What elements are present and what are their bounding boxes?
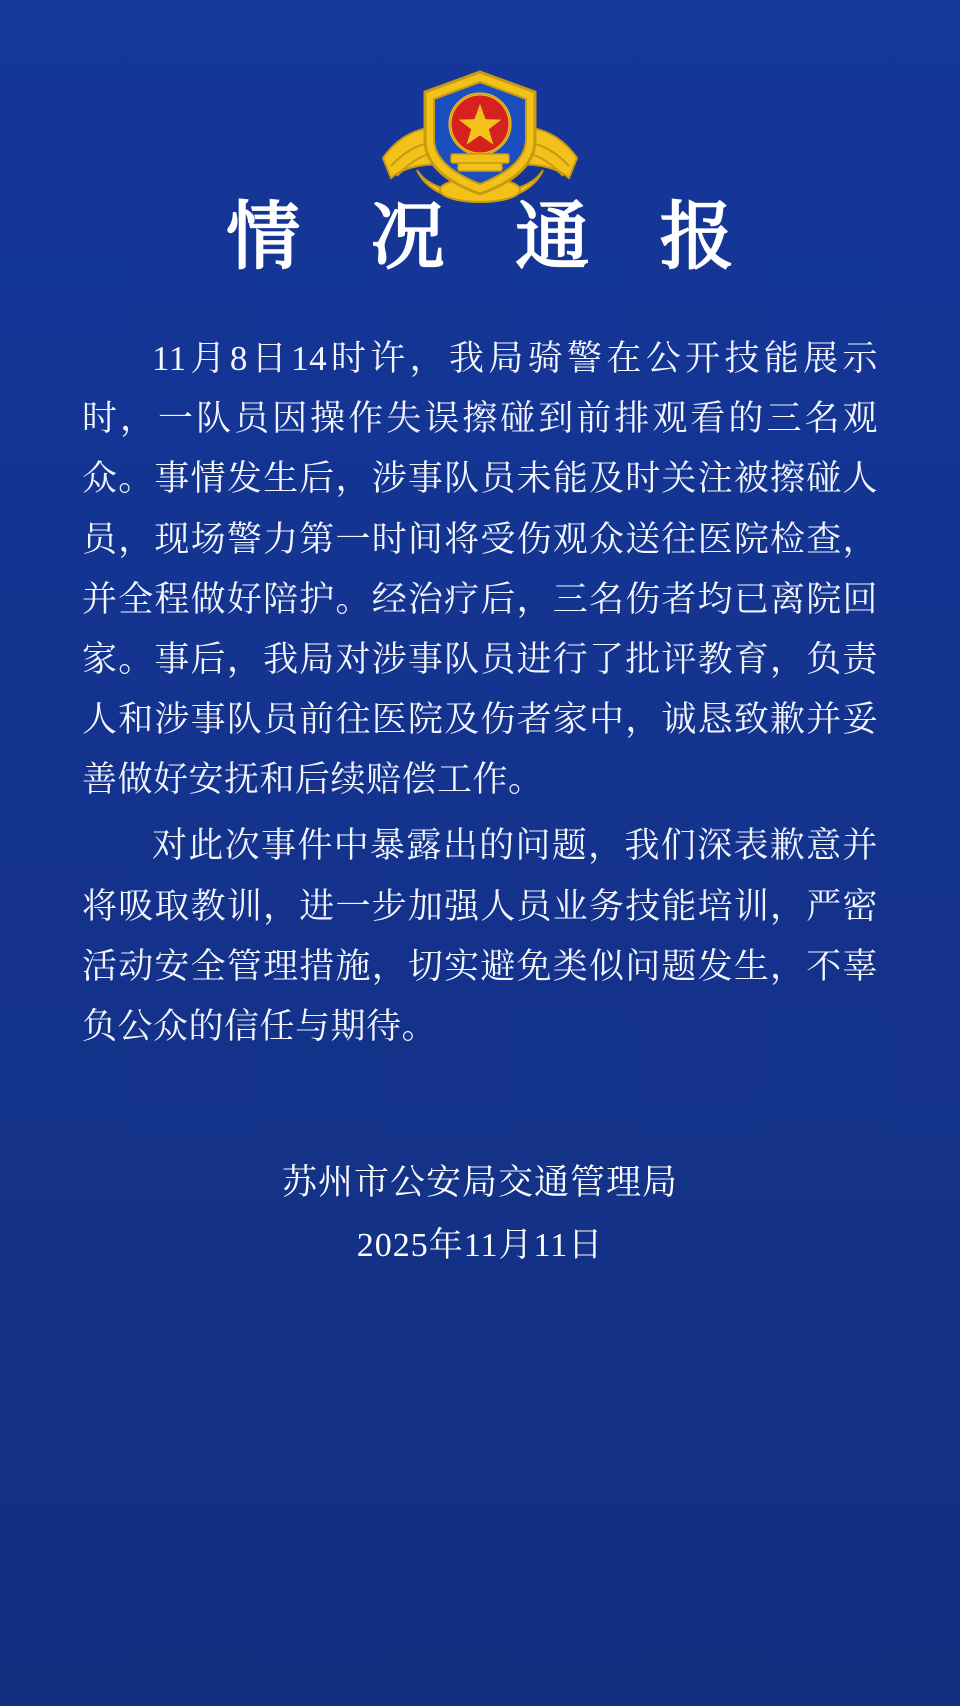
paragraph-1: 11月8日14时许，我局骑警在公开技能展示时，一队员因操作失误擦碰到前排观看的三名观众。事情发生后，涉事队员未能及时关注被擦碰人员，现场警力第一时间将受伤观众送往医院检查，并全程做好陪护。经治疗后，三名伤者均已离院回家。事后，我局对涉事队员进行了批评教育，负责人和涉事队员前往医院及伤者家中，诚恳致歉并妥善做好安抚和后续赔偿工作。	[82, 338, 878, 800]
emblem-container	[82, 0, 878, 170]
page-title: 情 况 通 报	[226, 197, 760, 279]
issuing-organization: 苏州市公安局交通管理局	[281, 1163, 678, 1202]
announcement-body	[82, 329, 878, 1057]
issue-date: 2025年11月11日	[356, 1227, 604, 1264]
paragraph-2: 对此次事件中暴露出的问题，我们深表歉意并将吸取教训，进一步加强人员业务技能培训，严密活动安全管理措施，切实避免类似问题发生，不辜负公众的信任与期待。	[82, 826, 878, 1047]
signature-block	[0, 1155, 960, 1275]
